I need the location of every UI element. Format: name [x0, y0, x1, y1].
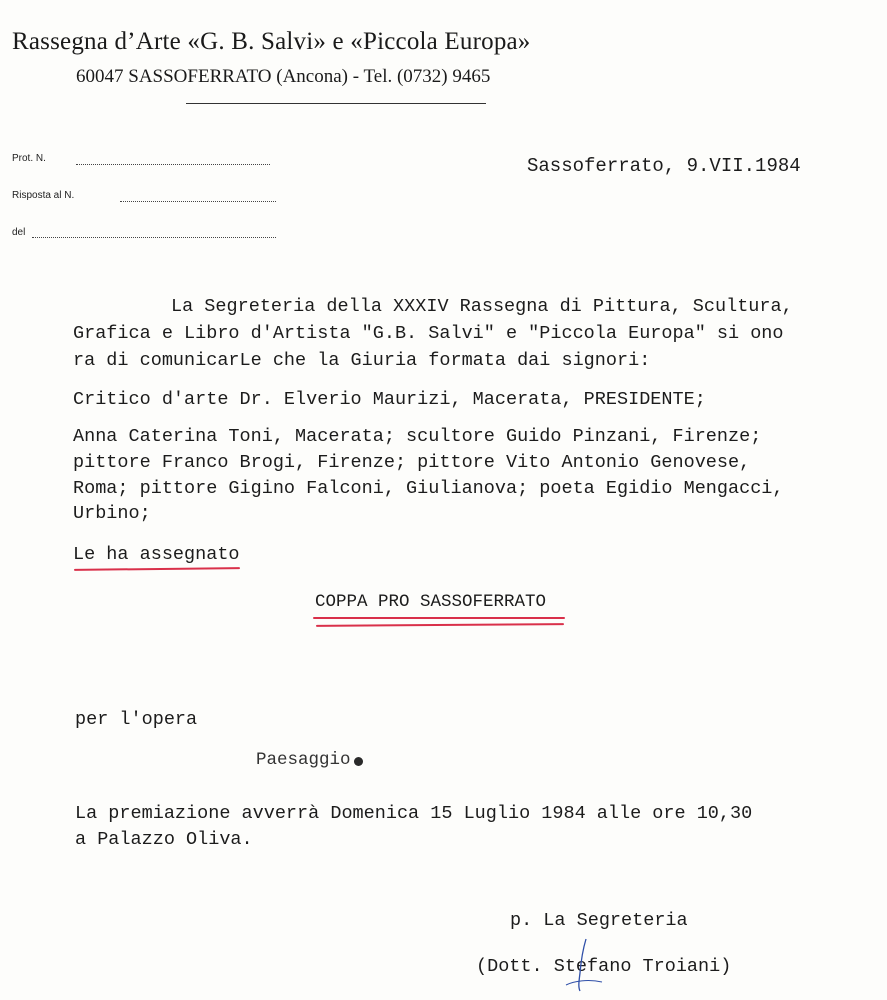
signature-stroke	[556, 935, 616, 995]
president-line: Critico d'arte Dr. Elverio Maurizi, Macerata, PRESIDENTE;	[73, 389, 706, 410]
letterhead-address: 60047 SASSOFERRATO (Ancona) - Tel. (0732) 9465	[76, 66, 491, 87]
prot-label: Prot. N.	[12, 153, 46, 164]
para1-line-2: Grafica e Libro d'Artista "G.B. Salvi" e "Piccola Europa" si ono	[73, 323, 784, 344]
jury-line-2: pittore Franco Brogi, Firenze; pittore Vito Antonio Genovese,	[73, 452, 751, 473]
del-field-line	[32, 237, 276, 238]
signoff-for: p. La Segreteria	[510, 910, 688, 931]
para1-line-3: ra di comunicarLe che la Giuria formata dai signori:	[73, 350, 651, 371]
work-title: Paesaggio	[256, 750, 351, 770]
ceremony-line-1: La premiazione avverrà Domenica 15 Luglio 1984 alle ore 10,30	[75, 803, 753, 824]
prot-field-line	[76, 164, 270, 165]
per-opera-text: per l'opera	[75, 709, 198, 730]
jury-line-3: Roma; pittore Gigino Falconi, Giulianova; poeta Egidio Mengacci,	[73, 478, 784, 499]
del-label: del	[12, 227, 26, 238]
date-line: Sassoferrato, 9.VII.1984	[527, 155, 801, 177]
para1-line-1: La Segreteria della XXXIV Rassegna di Pittura, Scultura,	[171, 296, 793, 317]
award-underline-2	[316, 623, 564, 627]
risposta-label: Risposta al N.	[12, 190, 75, 201]
assigned-text: Le ha assegnato	[73, 544, 240, 565]
letterhead-title: Rassegna d’Arte «G. B. Salvi» e «Piccola Europa»	[12, 28, 531, 55]
award-title: COPPA PRO SASSOFERRATO	[315, 592, 547, 612]
assigned-underline	[74, 567, 240, 571]
letterhead-rule	[186, 103, 486, 104]
bullet-dot	[354, 757, 363, 766]
award-underline-1	[313, 617, 565, 619]
jury-line-1: Anna Caterina Toni, Macerata; scultore Guido Pinzani, Firenze;	[73, 426, 762, 447]
signoff-name: (Dott. Stefano Troiani)	[476, 956, 732, 977]
jury-line-4: Urbino;	[73, 503, 151, 524]
ceremony-line-2: a Palazzo Oliva.	[75, 829, 253, 850]
risposta-field-line	[120, 201, 276, 202]
